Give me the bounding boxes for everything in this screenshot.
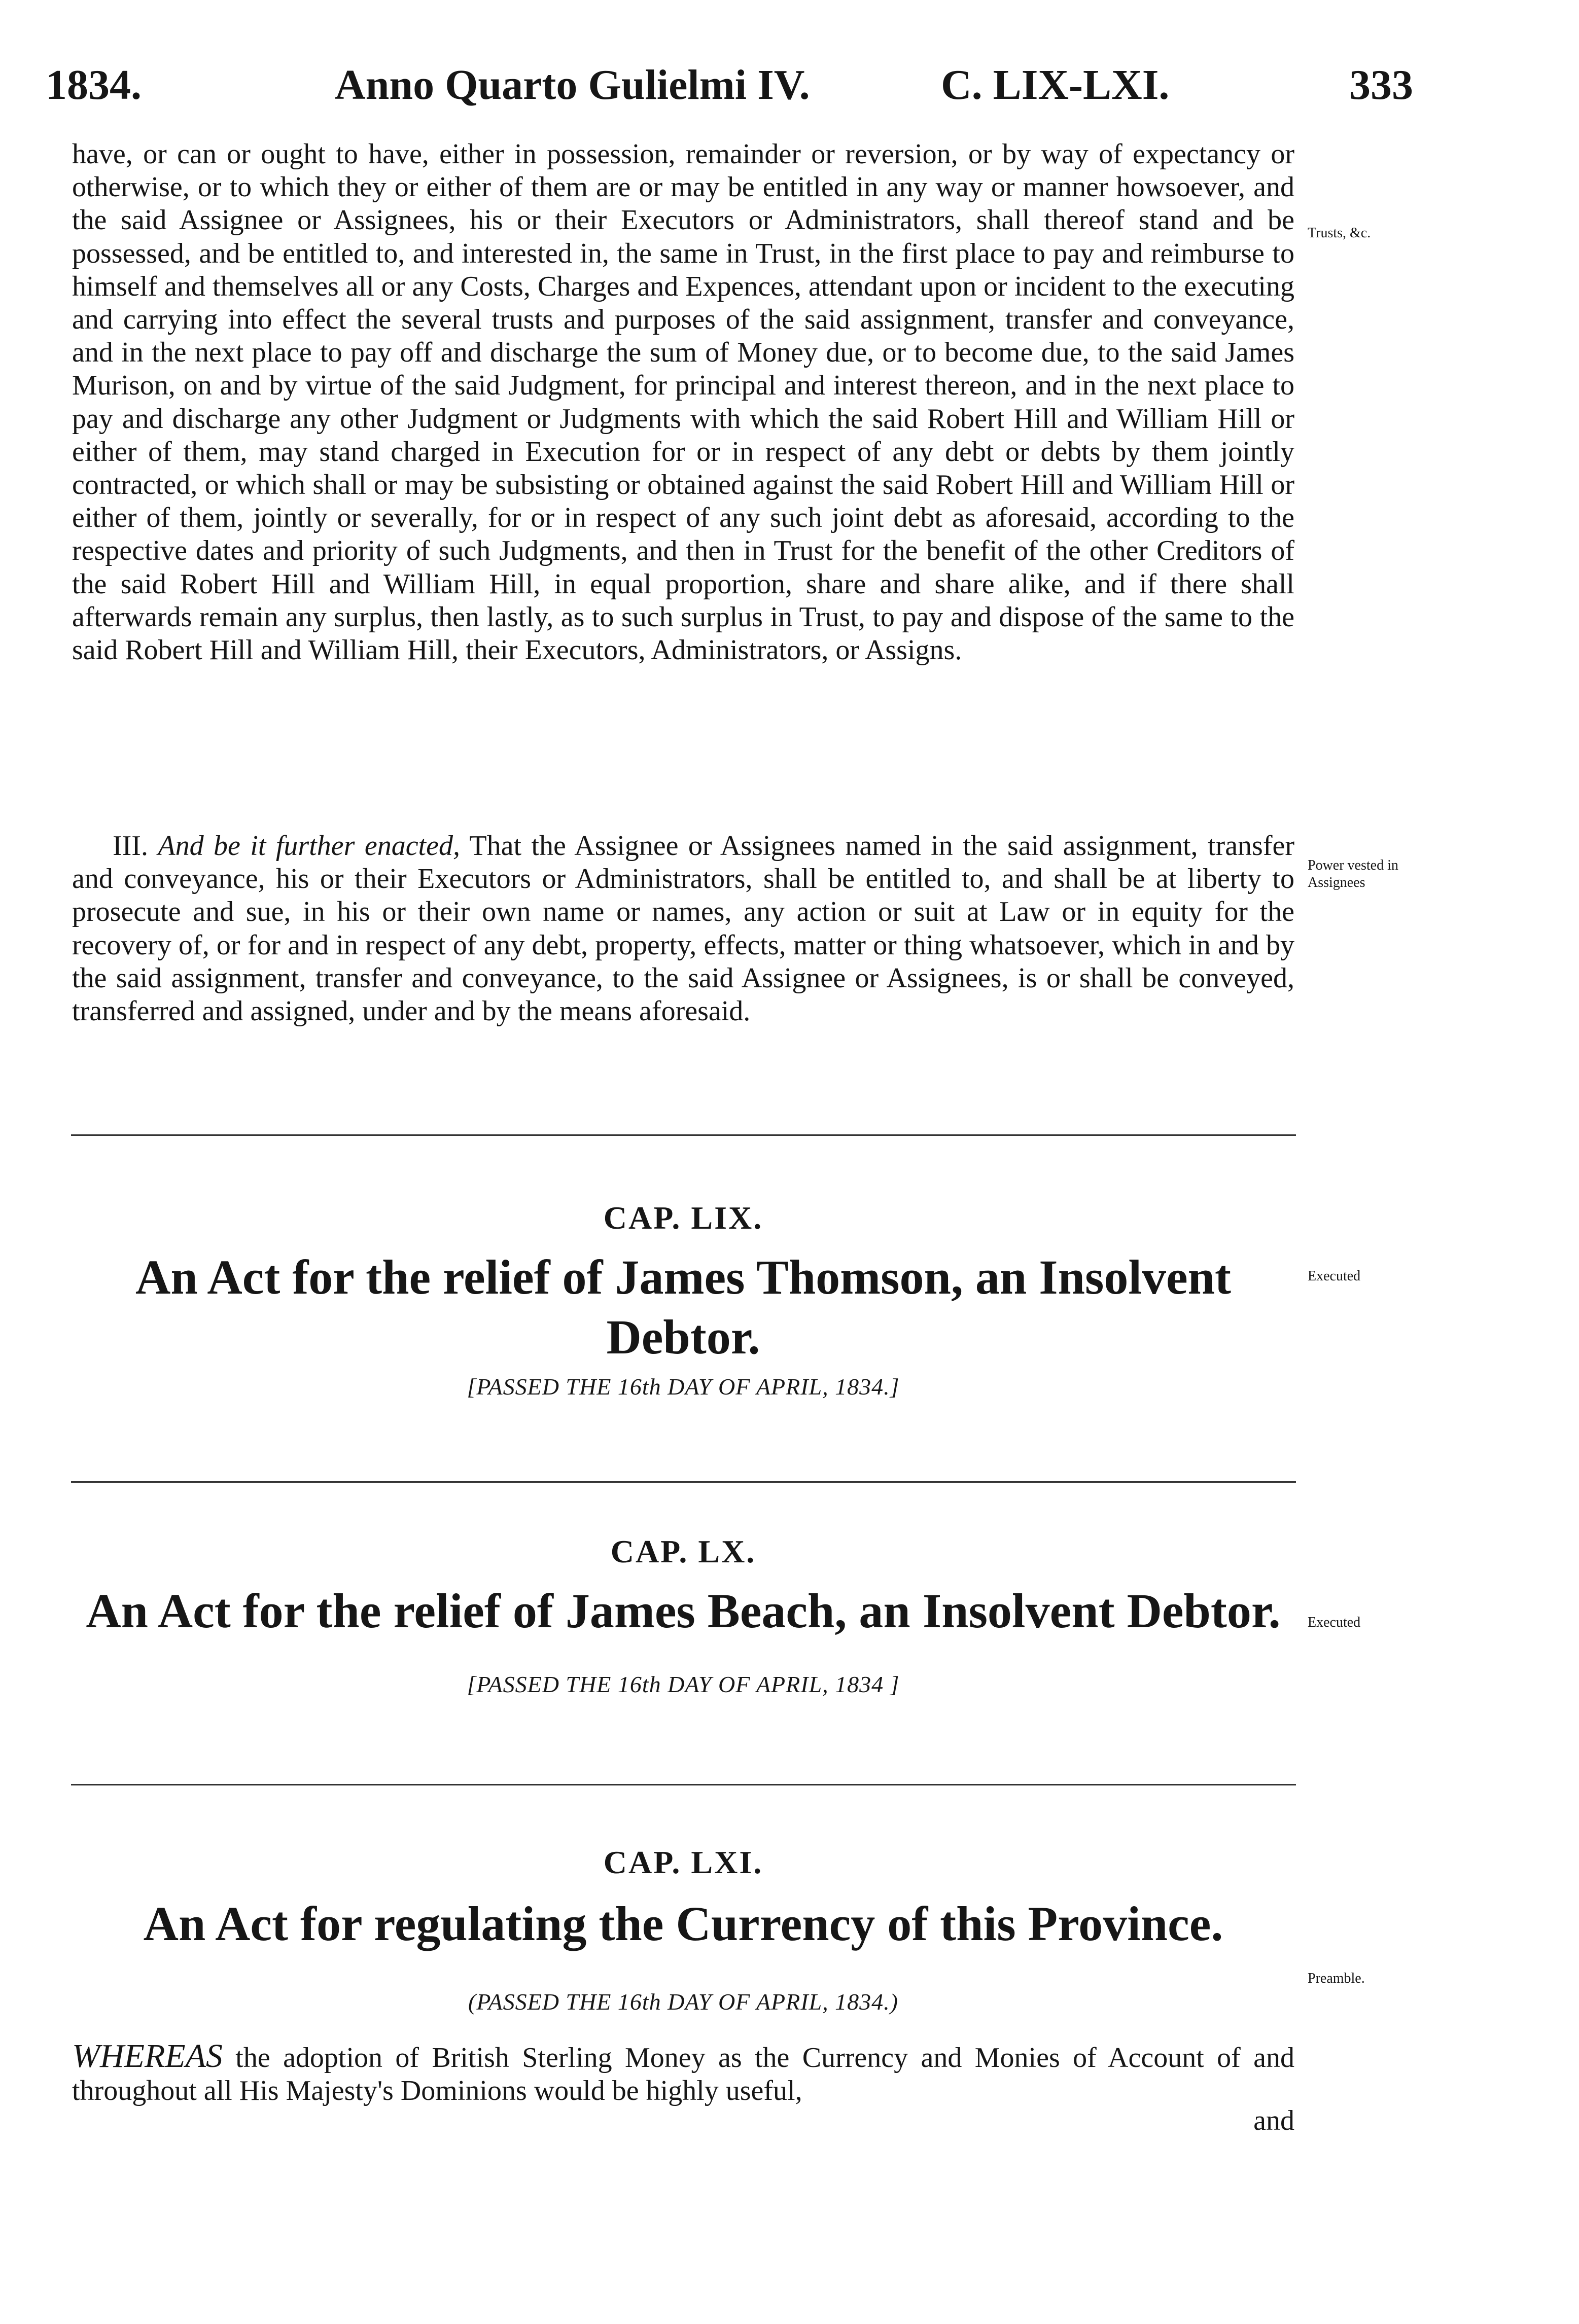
- preamble-text: the adoption of British Sterling Money as the Currency and Monies of Account of and throughout all His Majesty's Dominions would be highly useful,: [72, 2042, 1295, 2106]
- passed-date-lxi: (PASSED THE 16th DAY OF APRIL, 1834.): [468, 1989, 898, 2015]
- body-paragraph-continuation: have, or can or ought to have, either in possession, remainder or reversion, or by way of expectancy or otherwise, or to which they or either of them are or may be entitled in any way or manner howsoever, and the said Assignee or Assignees, his or their Executors or Administrators, shall thereof stand and be possessed, and be entitled to, and interested in, the same in Trust, in the first place to pay and reimburse to himself and themselves all or any Costs, Charges and Expences, attendant upon or incident to the executing and carrying into effect the several trusts and purposes of the said assignment, transfer and conveyance, and in the next place to pay off and discharge the sum of Money due, or to become due, to the said James Murison, on and by virtue of the said Judgment, for principal and interest thereon, and in the next place to pay and discharge any other Judgment or Judgments with which the said Robert Hill and William Hill or either of them, may stand charged in Execution for or in respect of any debt or debts by them jointly contracted, or which shall or may be subsisting or obtained against the said Robert Hill and William Hill or either of them, jointly or severally, for or in respect of any such joint debt as aforesaid, according to the respective dates and priority of such Judgments, and then in Trust for the benefit of the other Creditors of the said Robert Hill and William Hill, in equal proportion, share and share alike, and if there shall afterwards remain any surplus, then lastly, as to such surplus in Trust, to pay and dispose of the same to the said Robert Hill and William Hill, their Executors, Administrators, or Assigns.: [72, 138, 1294, 666]
- preamble-paragraph: [72, 2037, 1295, 2107]
- body-paragraph-section-iii: [72, 830, 1294, 1028]
- margin-note-trusts: Trusts, &c.: [1308, 225, 1371, 241]
- divider-rule: [71, 1481, 1296, 1483]
- chapter-heading-lix: CAP. LIX.: [603, 1200, 763, 1236]
- divider-rule: [71, 1134, 1296, 1136]
- act-title-lix: An Act for the relief of James Thomson, an Insolvent Debtor.: [135, 1250, 1231, 1364]
- divider-rule: [71, 1784, 1296, 1785]
- passed-date-lx: [PASSED THE 16th DAY OF APRIL, 1834 ]: [467, 1671, 900, 1697]
- section-text: That the Assignee or Assignees named in the said assignment, transfer and conveyance, his or their Executors or Administrators, shall be entitled to, and shall be at liberty to prosecute and sue, in his or their own name or names, any action or suit at Law or in equity for the recovery of, or for and in respect of any debt, property, effects, matter or thing whatsoever, which in and by the said assignment, transfer and conveyance, to the said Assignee or Assignees, is or shall be conveyed, transferred and assigned, under and by the means aforesaid.: [72, 830, 1294, 1027]
- margin-note-preamble: Preamble.: [1308, 1971, 1365, 1986]
- margin-note-executed-lx: Executed: [1308, 1615, 1361, 1630]
- whereas-lead: WHEREAS: [72, 2037, 223, 2075]
- chapter-heading-lxi: CAP. LXI.: [603, 1844, 763, 1880]
- catchword: and: [1253, 2105, 1294, 2136]
- header-year: 1834.: [46, 61, 142, 109]
- section-number: III.: [113, 830, 148, 862]
- header-title: Anno Quarto Gulielmi IV.: [335, 61, 810, 109]
- margin-note-power-vested: Power vested in Assignees: [1308, 857, 1398, 890]
- enacting-clause: And be it further enacted,: [158, 830, 460, 862]
- margin-note-executed-lix: Executed: [1308, 1268, 1361, 1284]
- chapter-heading-lx: CAP. LX.: [610, 1533, 756, 1569]
- header-chapter: C. LIX-LXI.: [941, 61, 1170, 109]
- page-number: 333: [1349, 61, 1413, 109]
- act-title-lx: An Act for the relief of James Beach, an Insolvent Debtor.: [86, 1584, 1281, 1638]
- passed-date-lix: [PASSED THE 16th DAY OF APRIL, 1834.]: [467, 1374, 900, 1400]
- act-title-lxi: An Act for regulating the Currency of this Province.: [143, 1897, 1223, 1951]
